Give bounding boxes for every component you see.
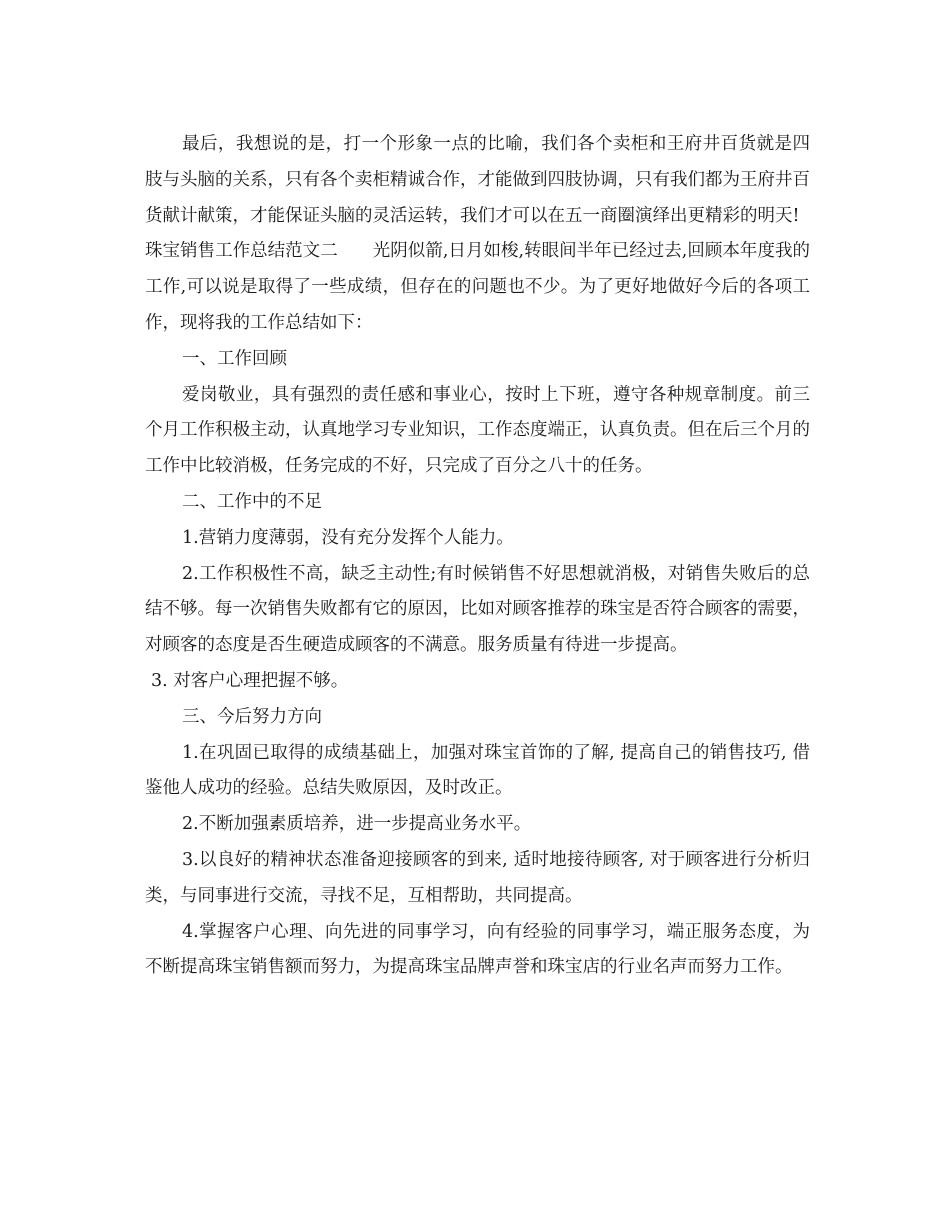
shortcoming-item-3: 3. 对客户心理把握不够。: [151, 670, 349, 691]
section-title-paragraph: 珠宝销售工作总结范文二 光阴似箭,日月如梭,转眼间半年已经过去,回顾本年度我的工作,可以说是取得了一些成绩，但存在的问题也不少。为了更好地做好今后的各项工作，现将我的工作总结如下：: [145, 241, 810, 333]
work-review-paragraph: 爱岗敬业，具有强烈的责任感和事业心，按时上下班，遵守各种规章制度。前三个月工作积极主动，认真地学习专业知识，工作态度端正，认真负责。但在后三个月的工作中比较消极，任务完成的不好，只完成了百分之八十的任务。: [145, 384, 810, 477]
heading-future-direction: 三、今后努力方向: [182, 706, 322, 727]
shortcoming-item-1: 1.营销力度薄弱，没有充分发挥个人能力。: [182, 527, 514, 548]
direction-item-1: 1.在巩固已取得的成绩基础上，加强对珠宝首饰的了解, 提高自己的销售技巧, 借鉴他人成功的经验。总结失败原因，及时改正。: [145, 742, 810, 799]
direction-item-4: 4.掌握客户心理、向先进的同事学习，向有经验的同事学习，端正服务态度，为不断提高珠宝销售额而努力，为提高珠宝品牌声誉和珠宝店的行业名声而努力工作。: [145, 921, 810, 978]
direction-item-2: 2.不断加强素质培养，进一步提高业务水平。: [182, 814, 532, 835]
heading-work-review: 一、工作回顾: [182, 348, 287, 369]
shortcoming-item-2: 2.工作积极性不高，缺乏主动性;有时候销售不好思想就消极，对销售失败后的总结不够。每一次销售失败都有它的原因，比如对顾客推荐的珠宝是否符合顾客的需要，对顾客的态度是否生硬造成顾客的不满意。服务质量有待进一步提高。: [145, 563, 810, 656]
document-body: [145, 127, 810, 986]
heading-shortcomings: 二、工作中的不足: [182, 491, 322, 512]
direction-item-3: 3.以良好的精神状态准备迎接顾客的到来, 适时地接待顾客, 对于顾客进行分析归类，与同事进行交流，寻找不足，互相帮助，共同提高。: [145, 849, 810, 906]
closing-paragraph: 最后，我想说的是，打一个形象一点的比喻，我们各个卖柜和王府井百货就是四肢与头脑的关系，只有各个卖柜精诚合作，才能做到四肢协调，只有我们都为王府井百货献计献策，才能保证头脑的灵活运转，我们才可以在五一商圈演绎出更精彩的明天!: [145, 134, 810, 226]
